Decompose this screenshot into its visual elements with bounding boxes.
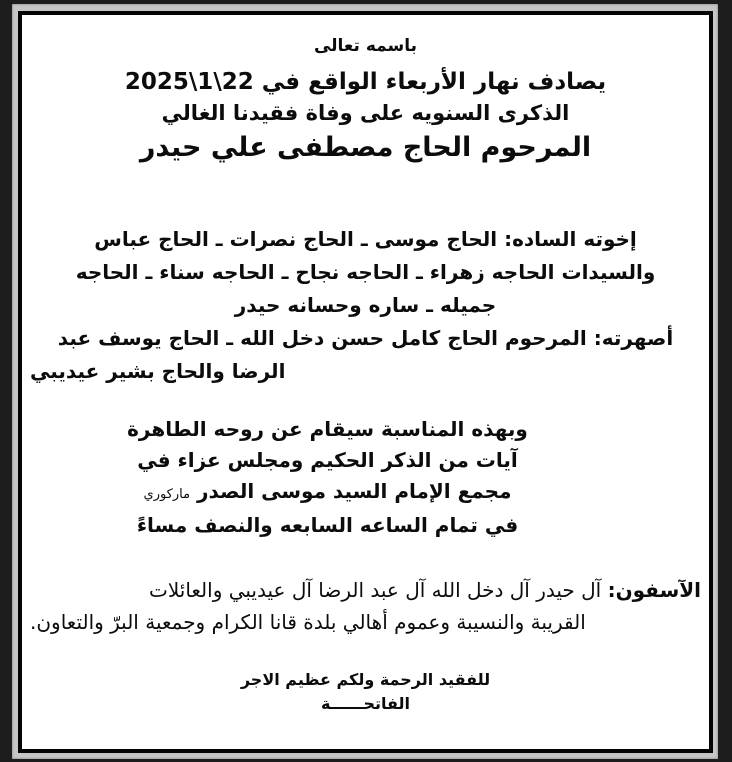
mourners-names: آل حيدر آل دخل الله آل عبد الرضا آل عيديبي والعائلات	[148, 578, 608, 602]
mourners-paragraph	[30, 574, 701, 638]
ceremony-line-1: وبهذه المناسبة سيقام عن روحه الطاهرة	[127, 417, 528, 441]
venue-name: مجمع الإمام السيد موسى الصدر	[197, 479, 512, 503]
inlaws-line-2: الرضا والحاج بشير عيديبي	[30, 359, 286, 383]
mourners-line-1	[30, 574, 701, 606]
mourners-line-2: القريبة والنسيبة وعموم أهالي بلدة قانا الكرام وجمعية البرّ والتعاون.	[30, 610, 586, 634]
basmala-line: باسمه تعالى	[313, 36, 418, 56]
ceremony-line-2: آيات من الذكر الحكيم ومجلس عزاء في	[137, 448, 518, 472]
header-block	[30, 34, 701, 167]
announcement-page	[18, 11, 713, 753]
mourners-label: الآسفون:	[607, 578, 701, 602]
fatiha-line: الفاتحــــــة	[320, 694, 411, 713]
brothers-line-3: جميله ـ ساره وحسانه حيدر	[234, 293, 497, 317]
scan-margin	[12, 4, 718, 759]
blessing-line: للفقيد الرحمة ولكم عظيم الاجر	[240, 670, 491, 689]
venue-annotation: ماركوري	[143, 487, 191, 502]
memorial-occasion-line: الذكرى السنويه على وفاة فقيدنا الغالي	[161, 101, 570, 125]
brothers-paragraph	[30, 223, 701, 322]
deceased-name: المرحوم الحاج مصطفى علي حيدر	[139, 132, 592, 163]
brothers-line-1: إخوته الساده: الحاج موسى ـ الحاج نصرات ـ الحاج عباس	[94, 227, 637, 251]
ceremony-time-line: في تمام الساعه السابعه والنصف مساءً	[136, 513, 519, 537]
inlaws-line-1: أصهرته: المرحوم الحاج كامل حسن دخل الله ـ الحاج يوسف عبد	[57, 326, 674, 350]
date-line: يصادف نهار الأربعاء الواقع في 22\1\2025	[124, 69, 607, 95]
ceremony-block	[18, 414, 663, 541]
brothers-line-2: والسيدات الحاجه زهراء ـ الحاجه نجاح ـ الحاجه سناء ـ الحاجه	[75, 260, 656, 284]
ceremony-venue-line	[18, 476, 663, 510]
footer-block	[30, 668, 701, 716]
inlaws-paragraph	[30, 322, 701, 388]
